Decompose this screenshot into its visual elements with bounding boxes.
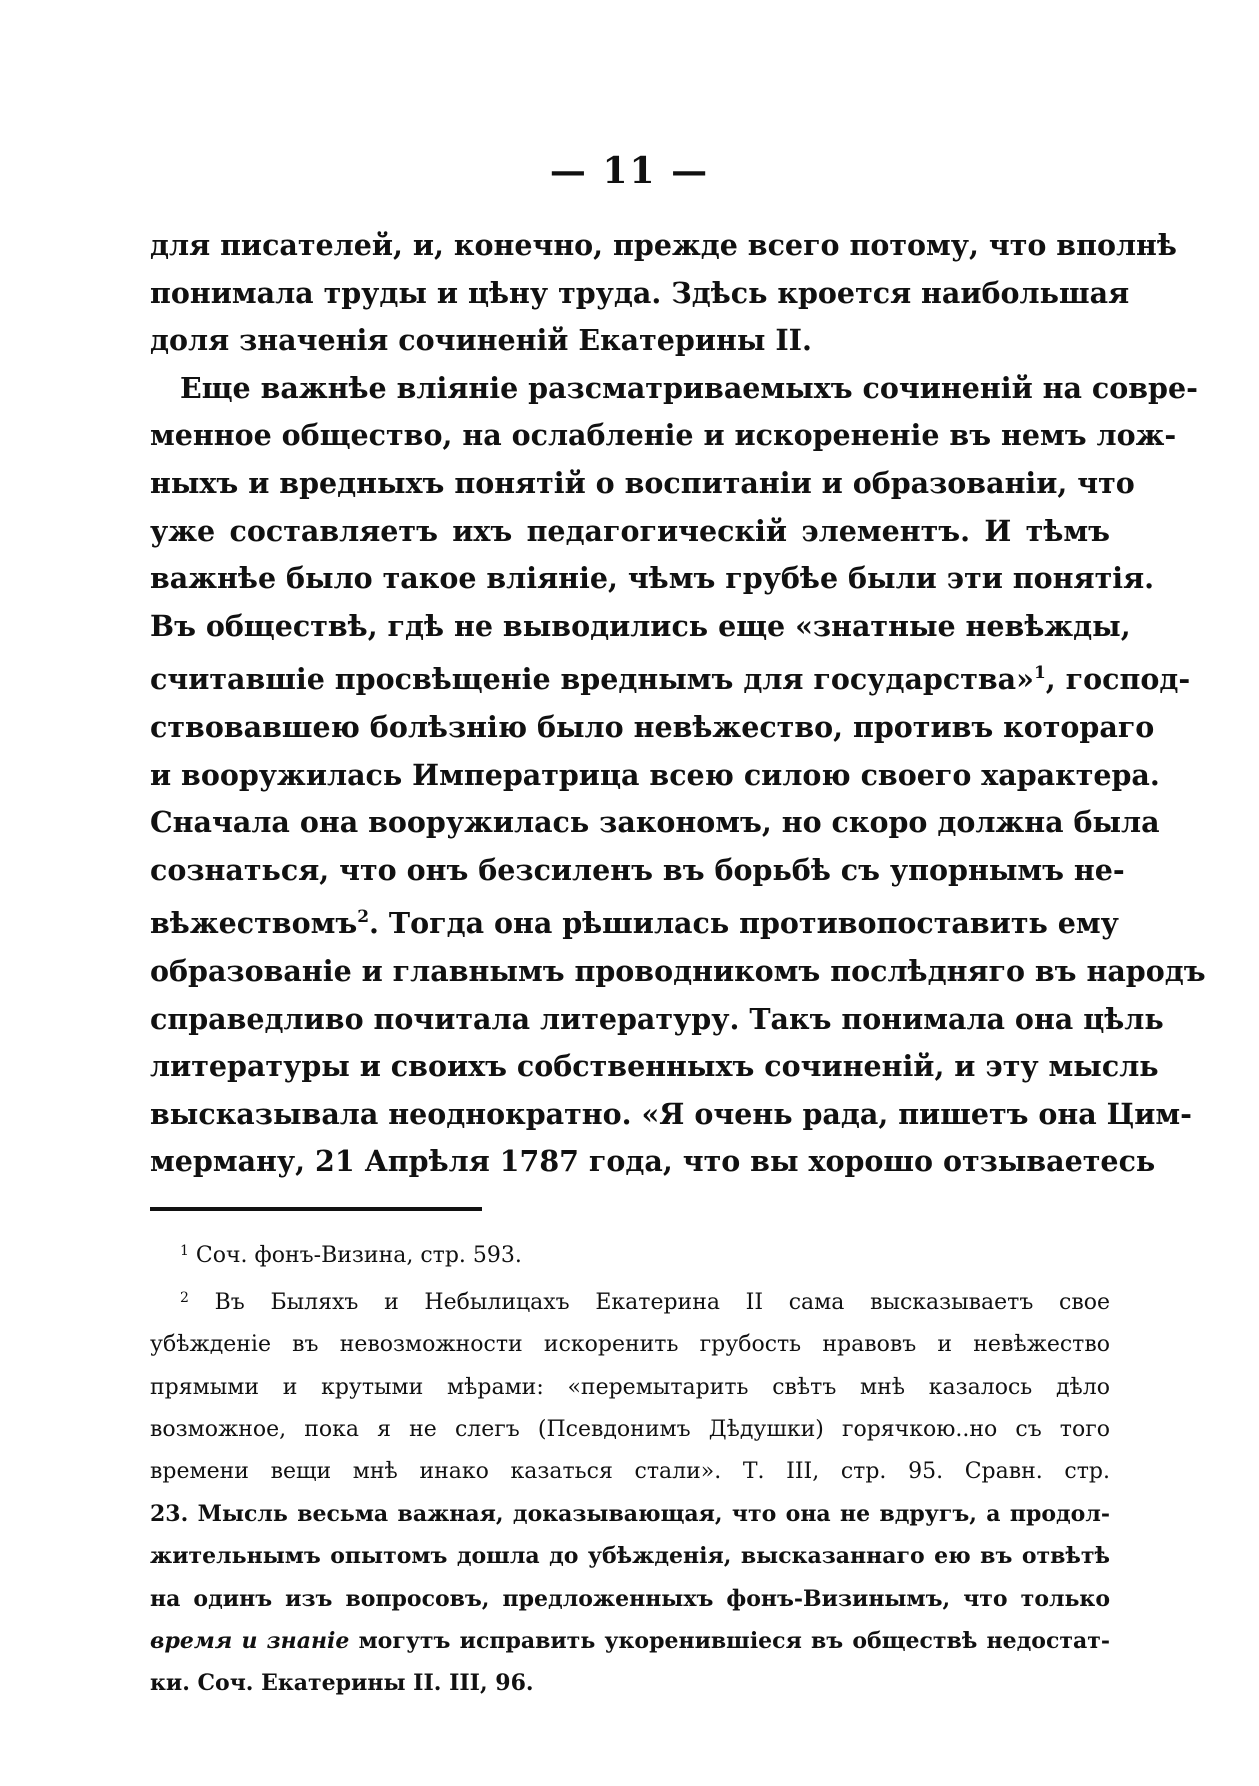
main-text [150,222,1206,1186]
text-line: высказывала неоднократно. «Я очень рада, пишетъ она Цим- [150,1096,1192,1131]
text-line: Еще важнѣе вліяніе разсматриваемыхъ сочиненій на совре- [180,370,1198,405]
text-line: Сначала она вооружилась закономъ, но скоро должна была [150,805,1160,840]
text-line: и вооружилась Императрица всею силою своего характера. [150,757,1160,792]
text-line: мерману, 21 Апрѣля 1787 года, что вы хорошо отзываетесь [150,1144,1156,1179]
text-line [150,894,1119,948]
footnote-text: Соч. фонъ-Визина, стр. 593. [195,1243,522,1268]
footnote-text: Въ Быляхъ и Небылицахъ Екатерина II сама высказываетъ свое [214,1290,1110,1316]
footnote-line [150,1620,1110,1662]
text-line: сознаться, что онъ безсиленъ въ борьбѣ съ упорнымъ не- [150,852,1125,887]
text-line: справедливо почитала литературу. Такъ понимала она цѣль [150,1001,1164,1036]
text-line: образованіе и главнымъ проводникомъ послѣдняго въ народъ [150,953,1206,988]
text-fragment: считавшіе просвѣщеніе вреднымъ для государства» [150,662,1034,697]
footnote-mark: 2 [180,1290,189,1307]
text-line: Въ обществѣ, гдѣ не выводились еще «знатные невѣжды, [150,608,1131,643]
page-number: — 11 — [549,150,710,192]
footnote-divider [150,1207,482,1211]
footnotes [150,1230,1110,1704]
footnote-ref: 2 [357,907,370,928]
text-line: доля значенія сочиненій Екатерины II. [150,323,812,358]
text-line: литературы и своихъ собственныхъ сочиненій, и эту мысль [150,1049,1159,1084]
text-line: уже составляетъ ихъ педагогическій элементъ. И тѣмъ [150,513,1110,548]
text-fragment: вѣжествомъ [150,906,358,941]
footnote-line: времени вещи мнѣ инако казаться стали». Т. III, стр. 95. Сравн. стр. [150,1459,1110,1485]
text-line: менное общество, на ослабленіе и искорененіе въ немъ лож- [150,418,1177,453]
text-line [150,650,1191,704]
footnote-line: прямыми и крутыми мѣрами: «перемытарить свѣтъ мнѣ казалось дѣло [150,1374,1110,1400]
text-line: важнѣе было такое вліяніе, чѣмъ грубѣе были эти понятія. [150,561,1155,596]
footnote-line: ки. Соч. Екатерины II. III, 96. [150,1670,534,1697]
text-line: ныхъ и вредныхъ понятій о воспитаніи и образованіи, что [150,465,1135,500]
text-line: понимала труды и цѣну труда. Здѣсь кроется наибольшая [150,275,1130,310]
text-fragment: , господ- [1045,662,1191,697]
footnote-line: убѣжденіе въ невозможности искоренить грубость нравовъ и невѣжество [150,1332,1110,1358]
footnote-1 [150,1230,1110,1277]
footnote-mark: 1 [180,1243,189,1259]
text-fragment: . Тогда она рѣшилась противопоставить ему [369,906,1119,941]
footnote-2 [150,1277,1110,1324]
text-line: для писателей, и, конечно, прежде всего потому, что вполнѣ [150,228,1177,262]
italic-phrase: время и знаніе [150,1627,350,1654]
footnote-line: на одинъ изъ вопросовъ, предложенныхъ фонъ-Визинымъ, что только [150,1585,1110,1612]
footnote-line: 23. Мысль весьма важная, доказывающая, что она не вдругъ, а продол- [150,1501,1110,1528]
footnote-line: возможное, пока я не слегъ (Псевдонимъ Дѣдушки) горячкою..но съ того [150,1416,1110,1442]
footnote-ref: 1 [1033,663,1046,684]
text-fragment: могутъ исправить укоренившіеся въ обществѣ недостат- [349,1627,1110,1654]
footnote-line: жительнымъ опытомъ дошла до убѣжденія, высказаннаго ею въ отвѣтѣ [150,1543,1110,1570]
text-line: ствовавшею болѣзнію было невѣжество, противъ котораго [150,709,1155,744]
